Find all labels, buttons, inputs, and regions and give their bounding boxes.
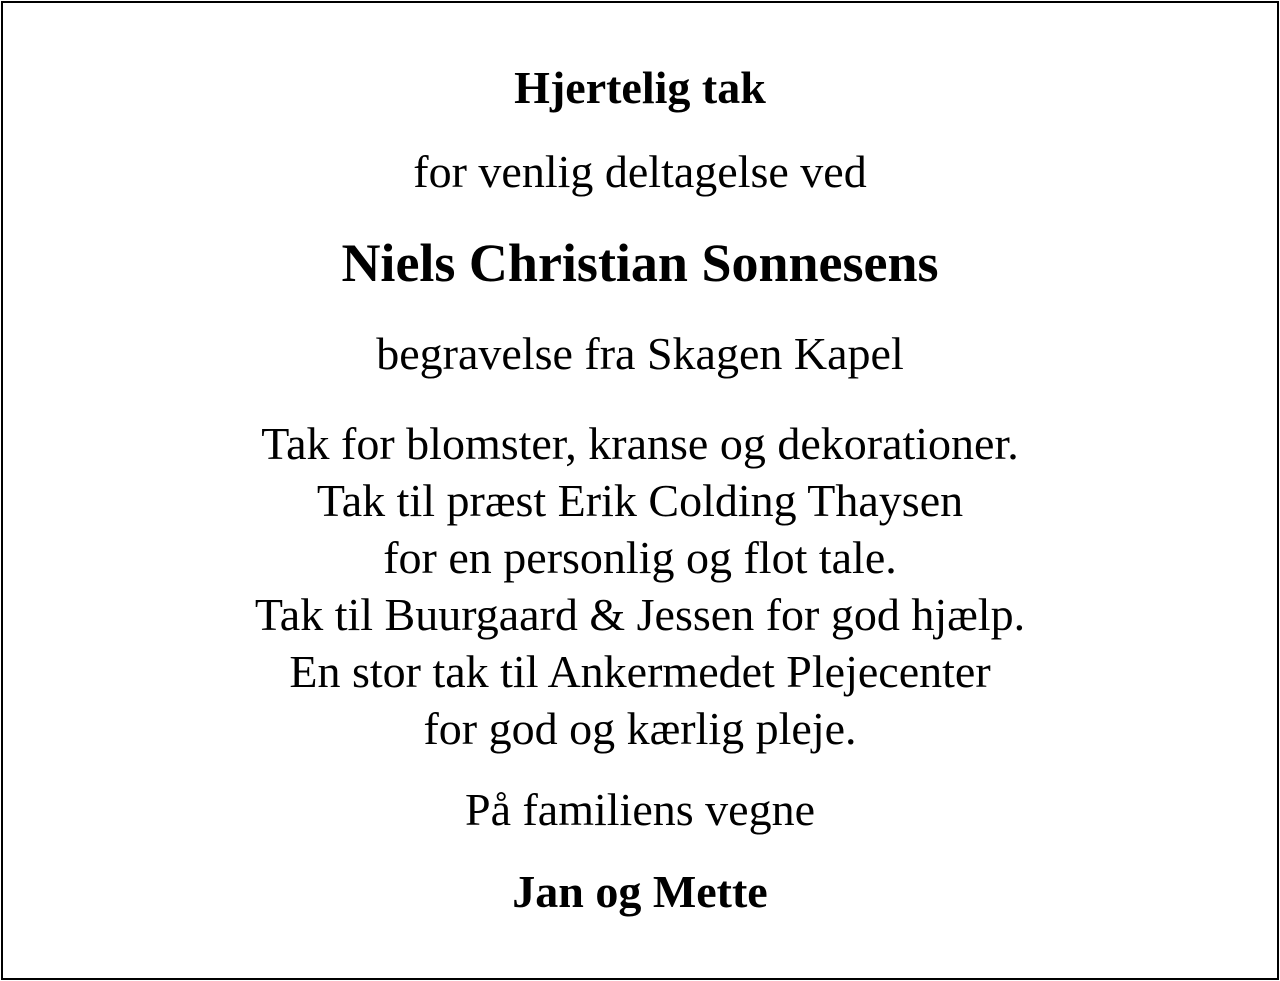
closing-text: På familiens vegne — [464, 784, 815, 835]
thank-you-notice — [1, 1, 1279, 980]
signature: Jan og Mette — [512, 866, 768, 917]
thanks-line: for en personlig og flot tale. — [383, 532, 897, 583]
thanks-line: En stor tak til Ankermedet Plejecenter — [289, 646, 991, 697]
notice-heading: Hjertelig tak — [514, 62, 766, 113]
deceased-name: Niels Christian Sonnesens — [341, 233, 939, 293]
thanks-line: Tak til præst Erik Colding Thaysen — [316, 475, 964, 526]
funeral-place: begravelse fra Skagen Kapel — [376, 328, 904, 379]
notice-intro: for venlig deltagelse ved — [413, 146, 867, 197]
thanks-line: Tak til Buurgaard & Jessen for god hjælp. — [254, 589, 1026, 640]
thanks-block — [3, 415, 1277, 757]
thanks-line: for god og kærlig pleje. — [423, 703, 857, 754]
thanks-line: Tak for blomster, kranse og dekorationer. — [261, 418, 1019, 469]
